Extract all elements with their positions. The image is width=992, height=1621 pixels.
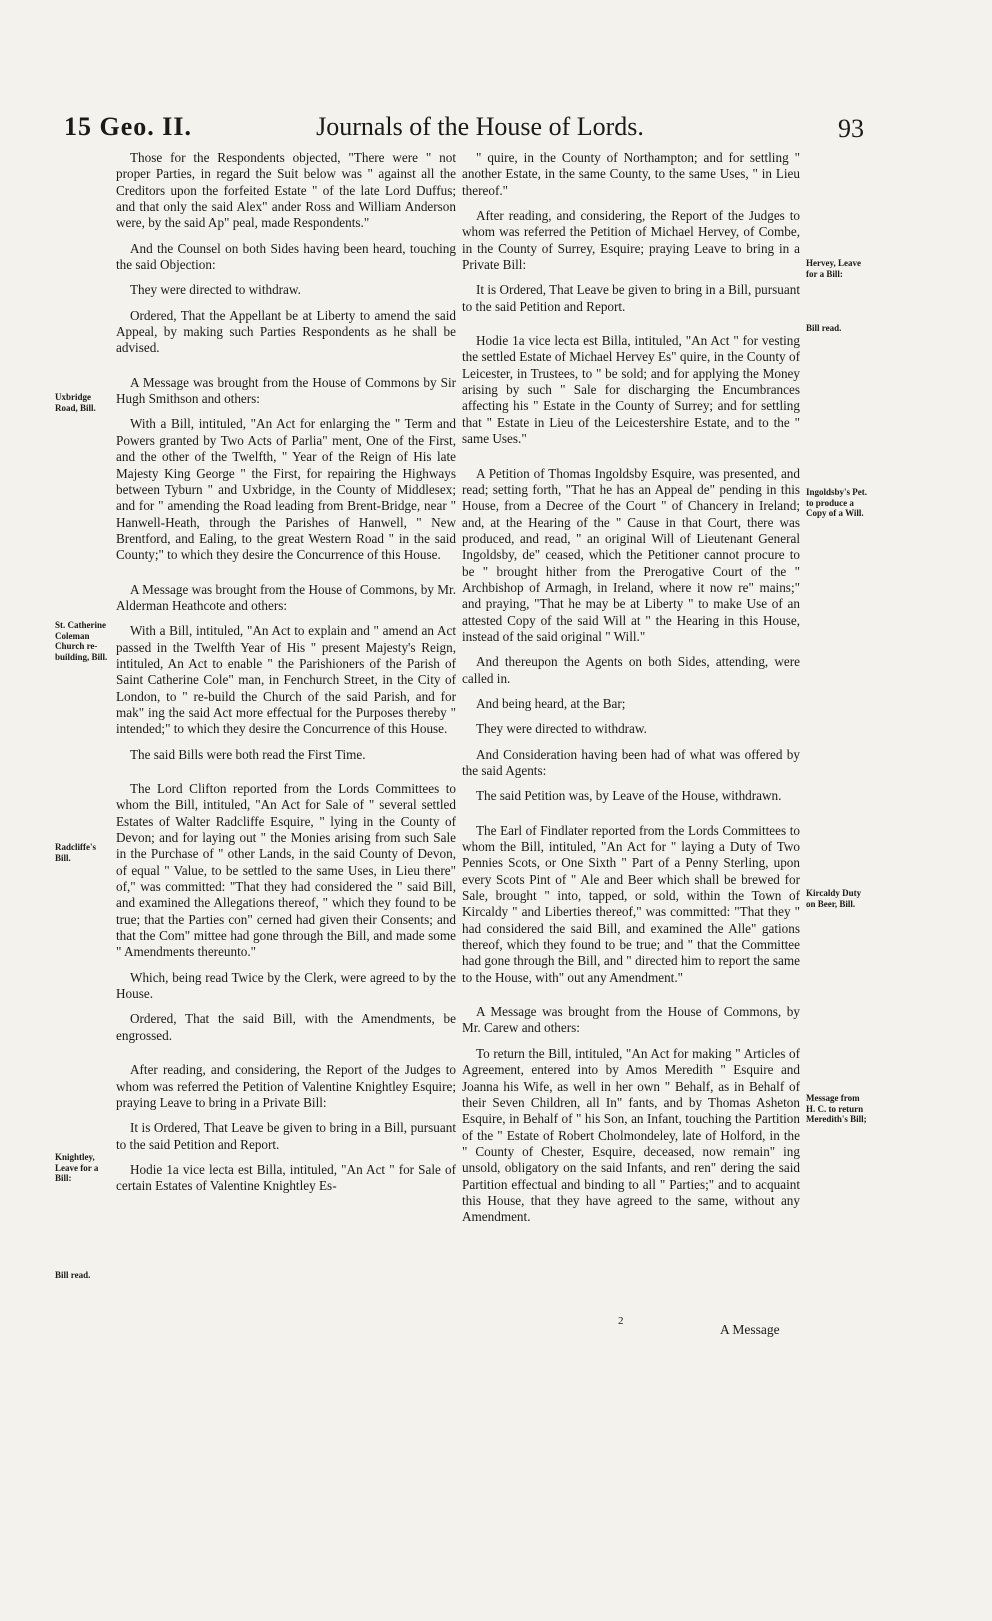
paragraph: Ordered, That the Appellant be at Liberty to amend the said Appeal, by making such Parties Respondents as he shall be advised. (116, 307, 456, 356)
paragraph: After reading, and considering, the Report of the Judges to whom was referred the Petition of Michael Hervey, of Combe, in the County of Surrey, Esquire; praying Leave to bring in a Private Bill: (462, 208, 800, 273)
paragraph: The said Petition was, by Leave of the House, withdrawn. (476, 788, 782, 804)
paragraph: And the Counsel on both Sides having been heard, touching the said Objection: (116, 240, 456, 273)
paragraph: The said Bills were both read the First Time. (130, 746, 366, 762)
paragraph: A Message was brought from the House of Commons by Sir Hugh Smithson and others: (116, 374, 456, 407)
margin-note-bill-read-right: Bill read. (806, 323, 842, 333)
paragraph: The Earl of Findlater reported from the Lords Committees to whom the Bill, intituled, "An Act for " laying a Duty of Two Pennies Scots, or One Sixth " Part of a Penny Sterling, upon every Scots Pint of " Ale and Beer which shall be brewed for Sale, brought " into, tapped, or sold, within the Town of Kircaldy " and Liberties thereof," was committed: "That they " had considered the said Bill, and examined the Alle" gations thereof, which they found to be true; and " that the Committee had gone through the Bill, and " directed him to report the same to the House, with" out any Amendment." (462, 822, 800, 985)
page-number: 93 (838, 114, 864, 143)
paragraph: And being heard, at the Bar; (476, 695, 626, 711)
paragraph: Ordered, That the said Bill, with the Amendments, be engrossed. (116, 1011, 456, 1043)
header-regnal-year: 15 Geo. II. (64, 112, 192, 141)
paragraph: A Message was brought from the House of Commons, by Mr. Carew and others: (462, 1004, 800, 1036)
paragraph: They were directed to withdraw. (476, 721, 647, 737)
paragraph: Hodie 1a vice lecta est Billa, intituled, "An Act " for vesting the settled Estate of Michael Hervey Es" quire, in the County of Leicester, in Trustees, to " be sold; and for applying the Money arising by such " Sale for discharging the Encumbrances affecting his " Estate in the County of Surrey; and for settling that " Estate in Lieu of the Leicestershire Estate, and to the " same Uses." (462, 333, 800, 447)
margin-note-hervey: Hervey, Leave for a Bill: (806, 258, 861, 279)
margin-note-st-catherine: St. Catherine Coleman Church re-building, Bill. (55, 620, 108, 662)
paragraph: After reading, and considering, the Report of the Judges to whom was referred the Petition of Valentine Knightley Esquire; praying Leave to bring in a Private Bill: (116, 1062, 456, 1110)
paragraph: And thereupon the Agents on both Sides, attending, were called in. (462, 654, 800, 686)
paragraph: It is Ordered, That Leave be given to bring in a Bill, pursuant to the said Petition and Report. (462, 282, 800, 314)
left-column (116, 150, 456, 1204)
paragraph: A Petition of Thomas Ingoldsby Esquire, was presented, and read; setting forth, "That he has an Appeal de" pending in this House, from a Decree of the Court " of Chancery in Ireland; and, at the Hearing of the " Cause in that Court, there was produced, and read, " an original Will of Lieutenant General Ingoldsby, de" ceased, which the Petitioner cannot procure to be " brought hither from the Prerogative Court of the " Archbishop of Armagh, in Ireland, where it now re" mains;" and praying, "That he may be at Liberty " to make Use of an attested Copy of the said Will at " the Hearing in this House, instead of the said original " Will." (462, 465, 800, 644)
paragraph: Which, being read Twice by the Clerk, were agreed to by the House. (116, 969, 456, 1002)
paragraph: To return the Bill, intituled, "An Act for making " Articles of Agreement, entered into by Amos Meredith " Esquire and Joanna his Wife, as well in her own " Behalf, as in Behalf of their Seven Children, all In" fants, and by Thomas Asheton Esquire, in Behalf of " his Son, an Infant, touching the Partition of the " Estate of Robert Cholmondeley, late of Holford, in the " County of Chester, Esquire, deceased, now remain" ing unsold, obligatory on the said Infants, and ren" dering the said Partition effectual and binding to all " Parties;" and to acquaint this House, that they have agreed to the same, without any Amendment. (462, 1045, 800, 1225)
margin-note-meredith: Message from H. C. to return Meredith's Bill; (806, 1093, 867, 1124)
margin-note-bill-read: Bill read. (55, 1270, 91, 1280)
header-title: Journals of the House of Lords. (316, 112, 644, 141)
paragraph: And Consideration having been had of what was offered by the said Agents: (462, 746, 800, 778)
margin-note-ingoldsby: Ingoldsby's Pet. to produce a Copy of a Will. (806, 487, 868, 518)
paragraph: Those for the Respondents objected, "There were " not proper Parties, in regard the Suit below was " against all the Creditors upon the forfeited Estate " of the late Lord Duffus; and that only the said Alex" ander Ross and William Anderson were, by the said Ap" peal, made Respondents." (116, 150, 456, 231)
margin-note-knightley: Knightley, Leave for a Bill: (55, 1152, 99, 1183)
paragraph: " quire, in the County of Northampton; and for settling " another Estate, in the same County, to the same Uses, " in Lieu thereof." (462, 150, 800, 198)
paragraph: A Message was brought from the House of Commons, by Mr. Alderman Heathcote and others: (116, 581, 456, 613)
paragraph: They were directed to withdraw. (130, 282, 301, 298)
paragraph: With a Bill, intituled, "An Act to explain and " amend an Act passed in the Twelfth Year of His " present Majesty's Reign, intituled, An Act to enable " the Parishioners of the Parish of Saint Catherine Cole" man, in Fenchurch Street, in the City of London, to " re-build the Church of the said Parish, and for mak" ing the said Act more effectual for the Purposes thereby " intended;" to which they desire the Concurrence of this House. (116, 623, 456, 737)
paragraph: It is Ordered, That Leave be given to bring in a Bill, pursuant to the said Petition and Report. (116, 1120, 456, 1152)
signature-mark: 2 (618, 1315, 624, 1327)
paragraph: With a Bill, intituled, "An Act for enlarging the " Term and Powers granted by Two Acts of Parlia" ment, One of the First, and the other of the Twelfth, " Year of the Reign of His late Majesty King George " the First, for repairing the Highways between Tyburn " and Uxbridge, in the County of Middlesex; and for " amending the Road leading from Brent-Bridge, near " Hanwell-Heath, through the Parishes of Hanwell, " New Brentford, and Ealing, to the great Western Road " in the said County;" to which they desire the Concurrence of this House. (116, 416, 456, 563)
margin-note-radcliffe: Radcliffe's Bill. (55, 842, 96, 863)
catchword: A Message (720, 1322, 780, 1337)
margin-note-uxbridge: Uxbridge Road, Bill. (55, 392, 96, 413)
paragraph: The Lord Clifton reported from the Lords Committees to whom the Bill, intituled, "An Act for Sale of " several settled Estates of Walter Radcliffe Esquire, " lying in the County of Devon; and for laying out " the Monies arising from such Sale in the Purchase of " other Lands, in the said County of Devon, of equal " Value, to be settled to the same Uses, in Lieu there" of," was committed: "That they had considered the " said Bill, and examined the Allegations thereof, " which they found to be true; that the Parties con" cerned had given their Consents; and that the Com" mittee had gone through the Bill, and made some " Amendments thereunto." (116, 781, 456, 960)
right-column (462, 150, 800, 1235)
paragraph: Hodie 1a vice lecta est Billa, intituled, "An Act " for Sale of certain Estates of Valentine Knightley Es- (116, 1161, 456, 1194)
margin-note-kircaldy: Kircaldy Duty on Beer, Bill. (806, 888, 862, 909)
